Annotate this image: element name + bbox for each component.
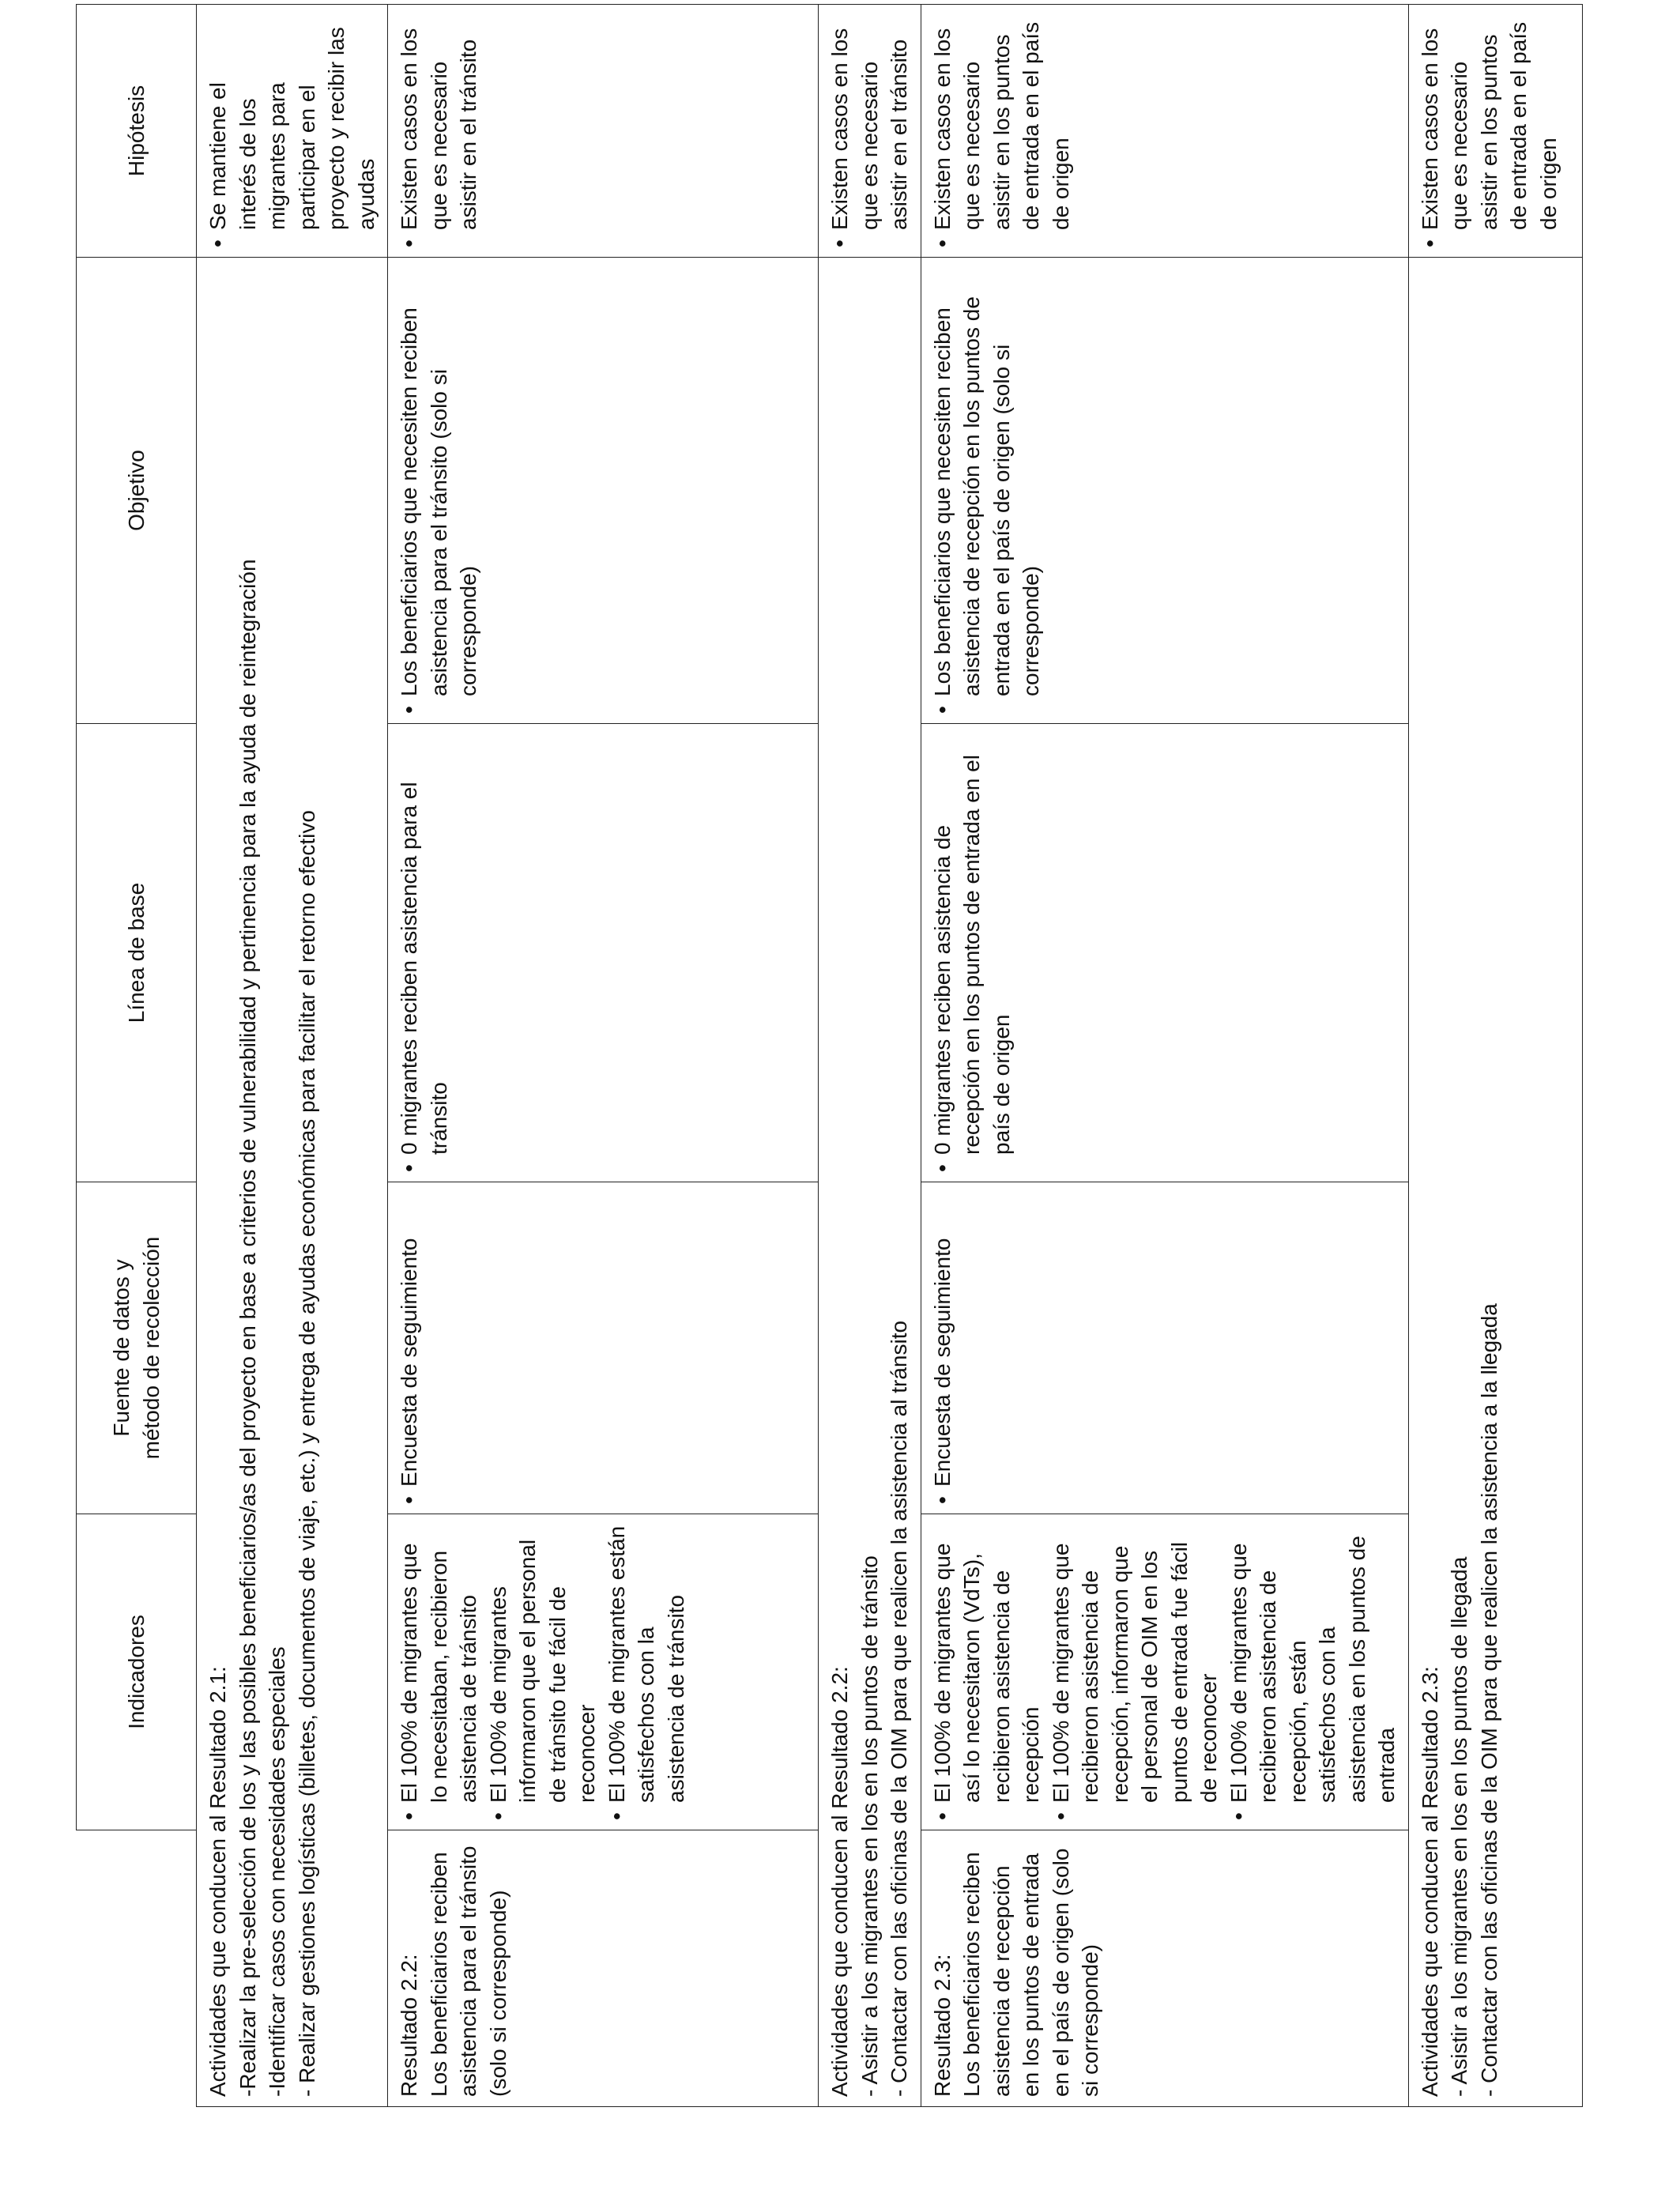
- activity-line: - Realizar gestiones logísticas (billetes, documentos de viaje, etc.) y entrega de ayudas económicas para facilitar el retorno efectivo: [294, 810, 319, 2097]
- header-objetivo: Objetivo: [77, 258, 197, 724]
- objective-cell: [921, 258, 1408, 724]
- source-cell: [921, 1182, 1408, 1514]
- activities-row-2-3: [1408, 5, 1582, 2107]
- objective-cell: [388, 258, 819, 724]
- result-label-text: Resultado 2.2: Los beneficiarios reciben asistencia para el tránsito (solo si corresponde): [397, 1845, 510, 2097]
- indicator-item: • El 100% de migrantes que recibieron asistencia de recepción, están satisfechos con la asistencia en los puntos de entrada: [1224, 1524, 1402, 1820]
- baseline-cell: [921, 724, 1408, 1182]
- baseline-cell: [388, 724, 819, 1182]
- hypothesis-cell: [1408, 5, 1582, 258]
- header-hipotesis: Hipótesis: [77, 5, 197, 258]
- activities-row-2-2: [819, 5, 921, 2107]
- header-indicadores: Indicadores: [77, 1514, 197, 1830]
- header-blank-cell: [77, 1830, 197, 2107]
- objective-text: • Los beneficiarios que necesiten reciben asistencia de recepción en los puntos de entrada en el país de origen (solo si corresponde): [928, 267, 1046, 714]
- hypothesis-text: • Existen casos en los que es necesario asistir en los puntos de entrada en el país de origen: [928, 14, 1076, 247]
- baseline-text: • 0 migrantes reciben asistencia para el tránsito: [394, 733, 454, 1172]
- hypothesis-cell: [388, 5, 819, 258]
- objective-text: • Los beneficiarios que necesiten reciben asistencia para el tránsito (solo si corresponde): [394, 267, 484, 714]
- indicators-cell: [921, 1514, 1408, 1830]
- source-text: • Encuesta de seguimiento: [394, 1192, 424, 1504]
- indicator-item: • El 100% de migrantes informaron que el personal de tránsito fue fácil de reconocer: [484, 1524, 602, 1820]
- activity-line: - Contactar con las oficinas de la OIM para que realicen la asistencia al tránsito: [887, 1320, 912, 2097]
- activities-title: Actividades que conducen al Resultado 2.3:: [1417, 1666, 1442, 2097]
- header-fuente: [77, 1182, 197, 1514]
- activity-line: - Contactar con las oficinas de la OIM para que realicen la asistencia a la llegada: [1476, 1303, 1501, 2097]
- hypothesis-cell: [921, 5, 1408, 258]
- indicator-item: • El 100% de migrantes que así lo necesitaron (VdTs), recibieron asistencia de recepción: [928, 1524, 1046, 1820]
- hypothesis-cell: [819, 5, 921, 258]
- activity-line: -Identificar casos con necesidades especiales: [265, 1646, 290, 2097]
- logframe-table: [76, 4, 1583, 2107]
- source-text: • Encuesta de seguimiento: [928, 1192, 958, 1504]
- activities-row-2-1: [197, 5, 388, 2107]
- header-fuente-text: Fuente de datos y método de recolección: [108, 1236, 164, 1460]
- result-label: [388, 1830, 819, 2107]
- result-row-2-2: [388, 5, 819, 2107]
- hypothesis-cell: [197, 5, 388, 258]
- header-linea-base: Línea de base: [77, 724, 197, 1182]
- header-row: [77, 5, 197, 2107]
- source-cell: [388, 1182, 819, 1514]
- activity-line: -Realizar la pre-selección de los y las posibles beneficiarios/as del proyecto en base a criterios de vulnerabilidad y pertinencia para la ayuda de reintegración: [235, 559, 260, 2097]
- hypothesis-text: • Existen casos en los que es necesario asistir en los puntos de entrada en el país de origen: [1415, 14, 1564, 247]
- activities-cell: [819, 258, 921, 2107]
- activity-line: - Asistir a los migrantes en los en los puntos de tránsito: [857, 1555, 882, 2097]
- activities-cell: [1408, 258, 1582, 2107]
- result-label: [921, 1830, 1408, 2107]
- indicator-item: • El 100% de migrantes que lo necesitaban, recibieron asistencia de tránsito: [394, 1524, 484, 1820]
- hypothesis-text: • Existen casos en los que es necesario asistir en el tránsito: [394, 14, 484, 247]
- indicator-item: • El 100% de migrantes que recibieron asistencia de recepción, informaron que el personal de OIM en los puntos de entrada fue fácil de reconocer: [1046, 1524, 1224, 1820]
- baseline-text: • 0 migrantes reciben asistencia de recepción en los puntos de entrada en el país de origen: [928, 733, 1017, 1172]
- hypothesis-text: • Se mantiene el interés de los migrantes para participar en el proyecto y recibir las ayudas: [203, 14, 381, 247]
- activity-line: - Asistir a los migrantes en los en los puntos de llegada: [1447, 1556, 1472, 2097]
- indicator-item: • El 100% de migrantes están satisfechos con la asistencia de tránsito: [602, 1524, 691, 1820]
- hypothesis-text: • Existen casos en los que es necesario asistir en el tránsito: [825, 14, 914, 247]
- activities-cell: [197, 258, 388, 2107]
- result-label-text: Resultado 2.3: Los beneficiarios reciben asistencia de recepción en los puntos de entrada en el país de origen (solo si corresponde): [929, 1848, 1103, 2097]
- indicators-cell: [388, 1514, 819, 1830]
- activities-title: Actividades que conducen al Resultado 2.1:: [205, 1666, 230, 2097]
- activities-title: Actividades que conducen al Resultado 2.2:: [827, 1666, 853, 2097]
- result-row-2-3: [921, 5, 1408, 2107]
